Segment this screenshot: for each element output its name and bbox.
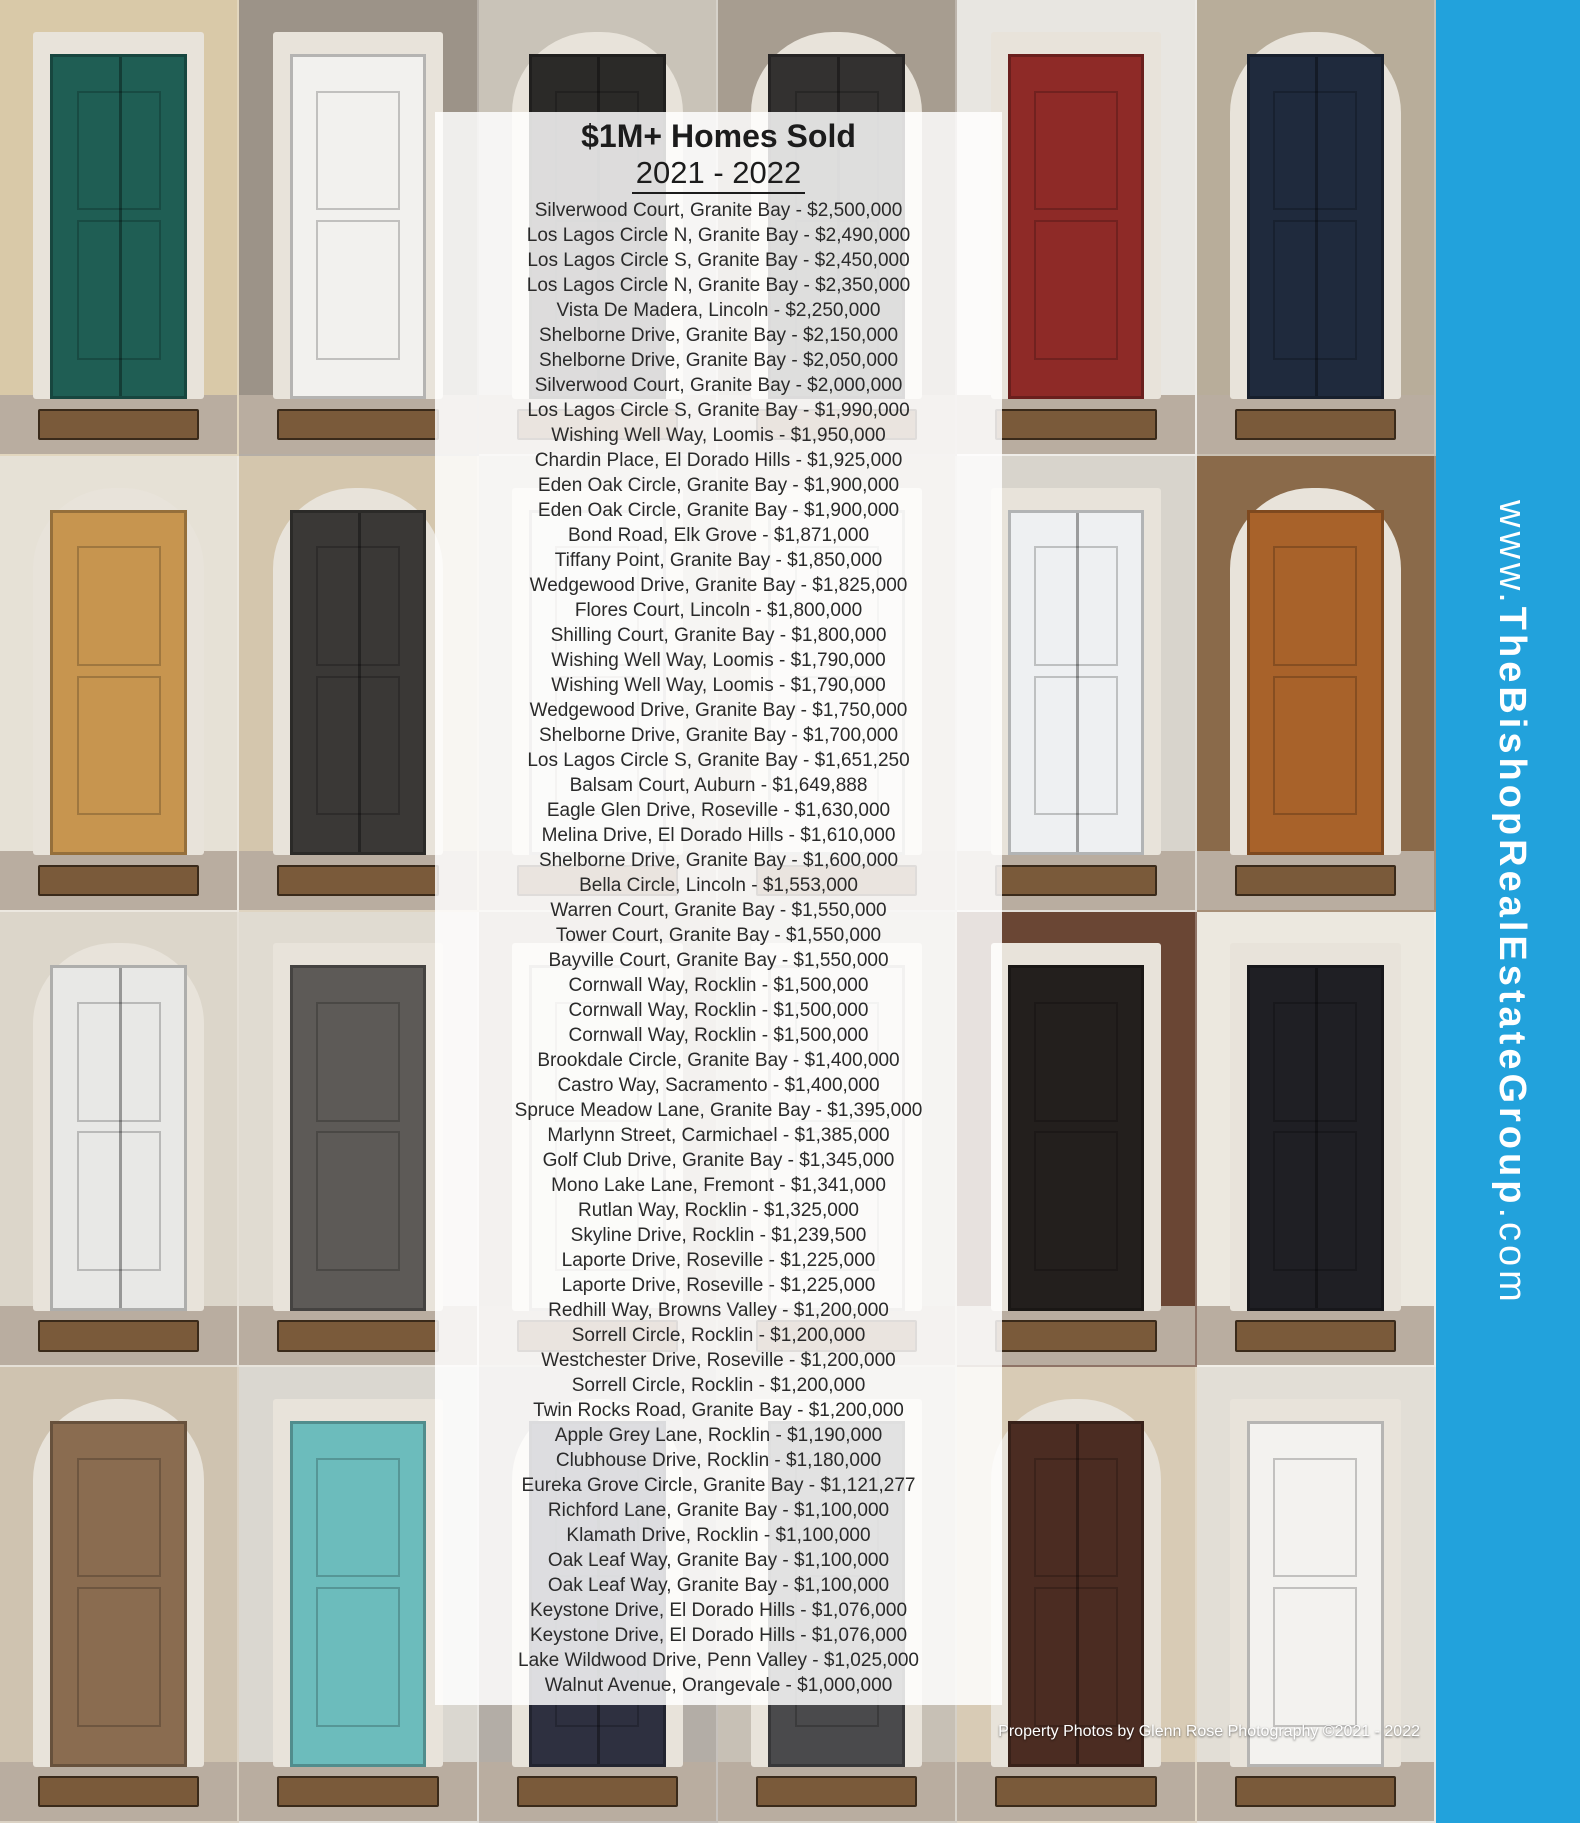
door-mat xyxy=(995,1776,1156,1807)
door xyxy=(290,54,427,400)
door-panel xyxy=(1273,220,1357,360)
door-panel xyxy=(1273,676,1357,816)
sale-item: Redhill Way, Browns Valley - $1,200,000 xyxy=(548,1300,889,1321)
door-mat xyxy=(995,865,1156,896)
sale-item: Balsam Court, Auburn - $1,649,888 xyxy=(569,775,868,796)
door-frame xyxy=(33,943,204,1311)
sale-item: Eden Oak Circle, Granite Bay - $1,900,000 xyxy=(537,500,900,521)
door-mat xyxy=(38,865,199,896)
door-mat xyxy=(756,1776,917,1807)
door-frame xyxy=(33,488,204,856)
sale-item: Shelborne Drive, Granite Bay - $1,700,000 xyxy=(538,725,899,746)
sale-item: Los Lagos Circle N, Granite Bay - $2,490,000 xyxy=(526,225,911,246)
sales-list-panel xyxy=(435,112,1002,1698)
sales-list xyxy=(435,198,1002,1698)
door-frame xyxy=(1230,488,1401,856)
white-glass-double-door-2-photo xyxy=(0,912,239,1368)
door-panel xyxy=(1034,1458,1118,1577)
door xyxy=(50,1421,187,1767)
sale-item: Tower Court, Granite Bay - $1,550,000 xyxy=(555,925,882,946)
sale-item: Chardin Place, El Dorado Hills - $1,925,000 xyxy=(534,450,903,471)
door-mat xyxy=(1235,865,1396,896)
sale-item: Cornwall Way, Rocklin - $1,500,000 xyxy=(568,1025,869,1046)
sale-item: Wishing Well Way, Loomis - $1,950,000 xyxy=(551,425,886,446)
rustic-arch-door-photo xyxy=(0,1367,239,1823)
door-frame xyxy=(1230,943,1401,1311)
door-panel xyxy=(1273,546,1357,665)
door-mat xyxy=(277,1320,438,1351)
sale-item: Skyline Drive, Rocklin - $1,239,500 xyxy=(570,1225,867,1246)
sale-item: Keystone Drive, El Dorado Hills - $1,076,000 xyxy=(529,1625,908,1646)
door-panel xyxy=(316,546,400,665)
sale-item: Rutlan Way, Rocklin - $1,325,000 xyxy=(578,1200,859,1221)
door-mat xyxy=(1235,409,1396,440)
sale-item: Shilling Court, Granite Bay - $1,800,000 xyxy=(550,625,887,646)
green-double-door-photo xyxy=(0,0,239,456)
door-panel xyxy=(1034,1002,1118,1121)
door-panel xyxy=(1273,91,1357,210)
sale-item: Eden Oak Circle, Granite Bay - $1,900,000 xyxy=(537,475,900,496)
door-frame xyxy=(273,943,444,1311)
door-mat xyxy=(277,409,438,440)
sale-item: Wedgewood Drive, Granite Bay - $1,750,000 xyxy=(529,700,908,721)
door xyxy=(1247,54,1384,400)
sale-item: Cornwall Way, Rocklin - $1,500,000 xyxy=(568,975,869,996)
navy-double-door-photo xyxy=(1197,0,1436,456)
door-frame xyxy=(273,32,444,400)
sale-item: Wedgewood Drive, Granite Bay - $1,825,000 xyxy=(529,575,908,596)
door-panel xyxy=(77,1458,161,1577)
website-url xyxy=(1492,500,1532,1380)
photo-credit: Property Photos by Glenn Rose Photography ©2021 - 2022 xyxy=(998,1723,1420,1740)
page-title: $1M+ Homes Sold xyxy=(581,118,856,154)
door-panel xyxy=(1273,1458,1357,1577)
door-mat xyxy=(38,1776,199,1807)
sale-item: Golf Club Drive, Granite Bay - $1,345,000 xyxy=(542,1150,895,1171)
sale-item: Eureka Grove Circle, Granite Bay - $1,121,277 xyxy=(521,1475,916,1496)
door-panel xyxy=(1034,91,1118,210)
sale-item: Sorrell Circle, Rocklin - $1,200,000 xyxy=(571,1325,866,1346)
door-frame xyxy=(273,488,444,856)
sale-item: Warren Court, Granite Bay - $1,550,000 xyxy=(550,900,887,921)
sale-item: Los Lagos Circle S, Granite Bay - $2,450,000 xyxy=(527,250,910,271)
sale-item: Eagle Glen Drive, Roseville - $1,630,000 xyxy=(546,800,891,821)
sale-item: Wishing Well Way, Loomis - $1,790,000 xyxy=(551,675,886,696)
sale-item: Wishing Well Way, Loomis - $1,790,000 xyxy=(551,650,886,671)
door-panel xyxy=(77,1002,161,1121)
sale-item: Apple Grey Lane, Rocklin - $1,190,000 xyxy=(554,1425,883,1446)
sale-item: Walnut Avenue, Orangevale - $1,000,000 xyxy=(544,1675,893,1696)
sale-item: Melina Drive, El Dorado Hills - $1,610,000 xyxy=(541,825,896,846)
sale-item: Laporte Drive, Roseville - $1,225,000 xyxy=(561,1250,876,1271)
door-panel xyxy=(316,1587,400,1727)
sale-item: Shelborne Drive, Granite Bay - $2,050,000 xyxy=(538,350,899,371)
wood-door-photo xyxy=(0,456,239,912)
door-frame xyxy=(33,32,204,400)
sale-item: Los Lagos Circle S, Granite Bay - $1,990,000 xyxy=(527,400,910,421)
sale-item: Westchester Drive, Roseville - $1,200,000 xyxy=(541,1350,896,1371)
sale-item: Lake Wildwood Drive, Penn Valley - $1,025,000 xyxy=(518,1650,919,1671)
door-frame xyxy=(991,943,1162,1311)
sale-item: Brookdale Circle, Granite Bay - $1,400,000 xyxy=(537,1050,900,1071)
sale-item: Castro Way, Sacramento - $1,400,000 xyxy=(557,1075,880,1096)
door-mat xyxy=(995,409,1156,440)
sale-item: Cornwall Way, Rocklin - $1,500,000 xyxy=(568,1000,869,1021)
door xyxy=(1247,510,1384,856)
door-panel xyxy=(316,220,400,360)
sale-item: Clubhouse Drive, Rocklin - $1,180,000 xyxy=(555,1450,882,1471)
door-mat xyxy=(1235,1776,1396,1807)
sale-item: Los Lagos Circle S, Granite Bay - $1,651,250 xyxy=(527,750,910,771)
sale-item: Klamath Drive, Rocklin - $1,100,000 xyxy=(566,1525,871,1546)
door-panel xyxy=(316,1458,400,1577)
door xyxy=(290,510,427,856)
sale-item: Silverwood Court, Granite Bay - $2,500,000 xyxy=(534,200,903,221)
sale-item: Los Lagos Circle N, Granite Bay - $2,350,000 xyxy=(526,275,911,296)
door xyxy=(290,1421,427,1767)
door-panel xyxy=(77,546,161,665)
sale-item: Bella Circle, Lincoln - $1,553,000 xyxy=(579,875,858,896)
door-frame xyxy=(273,1399,444,1767)
door-panel xyxy=(77,220,161,360)
sale-item: Mono Lake Lane, Fremont - $1,341,000 xyxy=(551,1175,886,1196)
sale-item: Flores Court, Lincoln - $1,800,000 xyxy=(574,600,863,621)
door xyxy=(50,54,187,400)
door-panel xyxy=(1273,1587,1357,1727)
door-panel xyxy=(77,91,161,210)
sale-item: Laporte Drive, Roseville - $1,225,000 xyxy=(561,1275,876,1296)
door-panel xyxy=(1273,1002,1357,1121)
sale-item: Oak Leaf Way, Granite Bay - $1,100,000 xyxy=(547,1550,890,1571)
door-mat xyxy=(517,1776,678,1807)
door-panel xyxy=(1034,1587,1118,1727)
door-frame xyxy=(991,1399,1162,1767)
sale-item: Shelborne Drive, Granite Bay - $1,600,000 xyxy=(538,850,899,871)
white-craftsman-door-photo xyxy=(1197,1367,1436,1823)
door-panel xyxy=(77,676,161,816)
door-panel xyxy=(316,1131,400,1271)
door-panel xyxy=(1034,220,1118,360)
website-suffix: .com xyxy=(1491,1207,1533,1306)
door xyxy=(1008,1421,1145,1767)
door xyxy=(1008,54,1145,400)
sale-item: Shelborne Drive, Granite Bay - $2,150,000 xyxy=(538,325,899,346)
sale-item: Twin Rocks Road, Granite Bay - $1,200,000 xyxy=(533,1400,904,1421)
sale-item: Tiffany Point, Granite Bay - $1,850,000 xyxy=(554,550,883,571)
door-panel xyxy=(77,1131,161,1271)
door-frame xyxy=(33,1399,204,1767)
door-frame xyxy=(1230,1399,1401,1767)
door xyxy=(50,510,187,856)
black-glass-double-door-photo xyxy=(1197,912,1436,1368)
door-panel xyxy=(1034,546,1118,665)
door-panel xyxy=(1034,676,1118,816)
sale-item: Sorrell Circle, Rocklin - $1,200,000 xyxy=(571,1375,866,1396)
door-panel xyxy=(1273,1131,1357,1271)
door xyxy=(50,965,187,1311)
year-range: 2021 - 2022 xyxy=(632,155,805,194)
sale-item: Bond Road, Elk Grove - $1,871,000 xyxy=(567,525,870,546)
door-frame xyxy=(1230,32,1401,400)
door-frame xyxy=(991,488,1162,856)
sale-item: Silverwood Court, Granite Bay - $2,000,000 xyxy=(534,375,903,396)
door-panel xyxy=(316,91,400,210)
door-mat xyxy=(277,1776,438,1807)
door-mat xyxy=(38,409,199,440)
sale-item: Bayville Court, Granite Bay - $1,550,000 xyxy=(548,950,889,971)
door-mat xyxy=(38,1320,199,1351)
sale-item: Vista De Madera, Lincoln - $2,250,000 xyxy=(556,300,881,321)
door-mat xyxy=(277,865,438,896)
stone-wood-door-photo xyxy=(1197,456,1436,912)
sale-item: Keystone Drive, El Dorado Hills - $1,076,000 xyxy=(529,1600,908,1621)
sale-item: Marlynn Street, Carmichael - $1,385,000 xyxy=(547,1125,890,1146)
door xyxy=(1247,1421,1384,1767)
door-panel xyxy=(316,676,400,816)
website-prefix: www. xyxy=(1491,500,1533,607)
door xyxy=(1247,965,1384,1311)
door-panel xyxy=(1034,1131,1118,1271)
door-frame xyxy=(991,32,1162,400)
website-brand: TheBishopRealEstateGroup xyxy=(1491,606,1533,1208)
sale-item: Oak Leaf Way, Granite Bay - $1,100,000 xyxy=(547,1575,890,1596)
door-panel xyxy=(77,1587,161,1727)
door xyxy=(1008,510,1145,856)
door xyxy=(290,965,427,1311)
door xyxy=(1008,965,1145,1311)
sale-item: Spruce Meadow Lane, Granite Bay - $1,395,000 xyxy=(514,1100,923,1121)
door-mat xyxy=(1235,1320,1396,1351)
door-panel xyxy=(316,1002,400,1121)
sale-item: Richford Lane, Granite Bay - $1,100,000 xyxy=(547,1500,890,1521)
door-mat xyxy=(995,1320,1156,1351)
